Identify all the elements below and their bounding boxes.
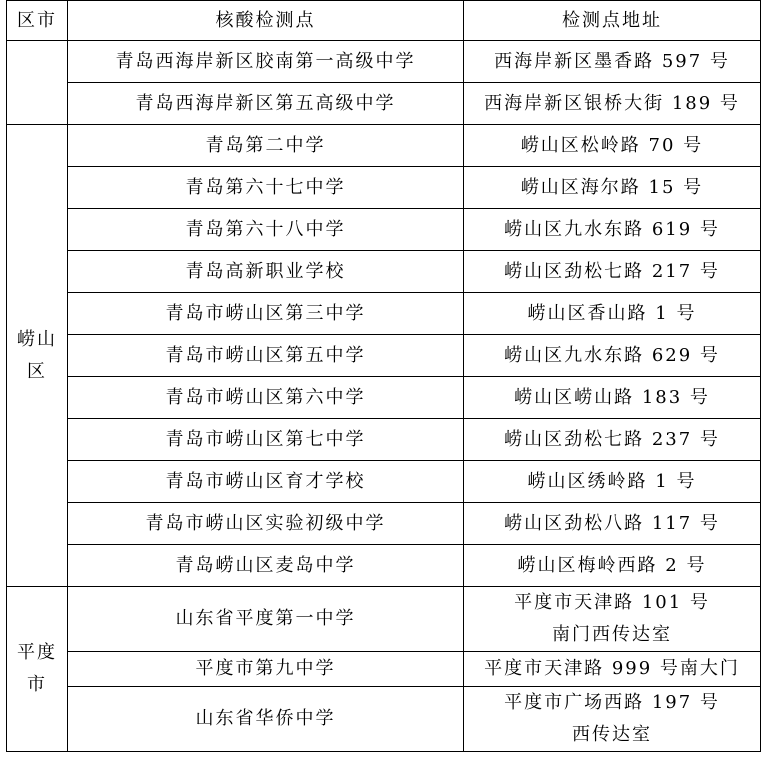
site-name: 山东省华侨中学	[68, 687, 464, 752]
table-row	[7, 209, 761, 251]
table-row	[7, 41, 761, 83]
header-row	[7, 1, 761, 41]
district-label-line: 市	[27, 674, 47, 695]
site-address: 崂山区绣岭路 1 号	[464, 461, 761, 503]
site-address: 崂山区香山路 1 号	[464, 293, 761, 335]
site-name: 青岛西海岸新区第五高级中学	[68, 83, 464, 125]
site-address: 崂山区梅岭西路 2 号	[464, 545, 761, 587]
site-name: 青岛市崂山区第三中学	[68, 293, 464, 335]
table-row	[7, 293, 761, 335]
site-address: 崂山区劲松七路 237 号	[464, 419, 761, 461]
table-row	[7, 587, 761, 652]
district-cell-laoshan	[7, 125, 68, 587]
site-name: 青岛西海岸新区胶南第一高级中学	[68, 41, 464, 83]
site-name: 青岛市崂山区育才学校	[68, 461, 464, 503]
site-name: 青岛第二中学	[68, 125, 464, 167]
district-cell-blank	[7, 41, 68, 125]
site-name: 青岛市崂山区第五中学	[68, 335, 464, 377]
table-row	[7, 687, 761, 752]
district-label-line: 崂山	[17, 328, 57, 350]
site-address: 平度市广场西路 197 号 西传达室	[464, 687, 761, 752]
table-row	[7, 503, 761, 545]
header-site: 核酸检测点	[68, 1, 464, 41]
table-row	[7, 83, 761, 125]
table-row	[7, 461, 761, 503]
district-cell-pingdu	[7, 587, 68, 752]
site-address: 平度市天津路 999 号南大门	[464, 652, 761, 687]
site-name: 青岛市崂山区第七中学	[68, 419, 464, 461]
site-address: 崂山区松岭路 70 号	[464, 125, 761, 167]
site-address: 崂山区九水东路 619 号	[464, 209, 761, 251]
table-row	[7, 419, 761, 461]
district-label-line: 区	[27, 360, 47, 382]
site-name: 青岛高新职业学校	[68, 251, 464, 293]
district-label-line: 平度	[17, 642, 57, 663]
site-address: 平度市天津路 101 号 南门西传达室	[464, 587, 761, 652]
site-address: 崂山区劲松七路 217 号	[464, 251, 761, 293]
site-address: 崂山区劲松八路 117 号	[464, 503, 761, 545]
table-row	[7, 125, 761, 167]
site-address: 西海岸新区银桥大街 189 号	[464, 83, 761, 125]
site-name: 青岛市崂山区实验初级中学	[68, 503, 464, 545]
test-sites-table	[6, 0, 761, 752]
site-name: 青岛崂山区麦岛中学	[68, 545, 464, 587]
table-row	[7, 167, 761, 209]
table-row	[7, 545, 761, 587]
header-district: 区市	[7, 1, 68, 41]
site-address: 崂山区海尔路 15 号	[464, 167, 761, 209]
header-address: 检测点地址	[464, 1, 761, 41]
table-row	[7, 335, 761, 377]
site-address: 西海岸新区墨香路 597 号	[464, 41, 761, 83]
site-name: 山东省平度第一中学	[68, 587, 464, 652]
site-name: 青岛第六十八中学	[68, 209, 464, 251]
site-name: 青岛市崂山区第六中学	[68, 377, 464, 419]
table-row	[7, 377, 761, 419]
table-row	[7, 251, 761, 293]
table-row	[7, 652, 761, 687]
site-address: 崂山区九水东路 629 号	[464, 335, 761, 377]
site-address: 崂山区崂山路 183 号	[464, 377, 761, 419]
site-name: 青岛第六十七中学	[68, 167, 464, 209]
site-name: 平度市第九中学	[68, 652, 464, 687]
